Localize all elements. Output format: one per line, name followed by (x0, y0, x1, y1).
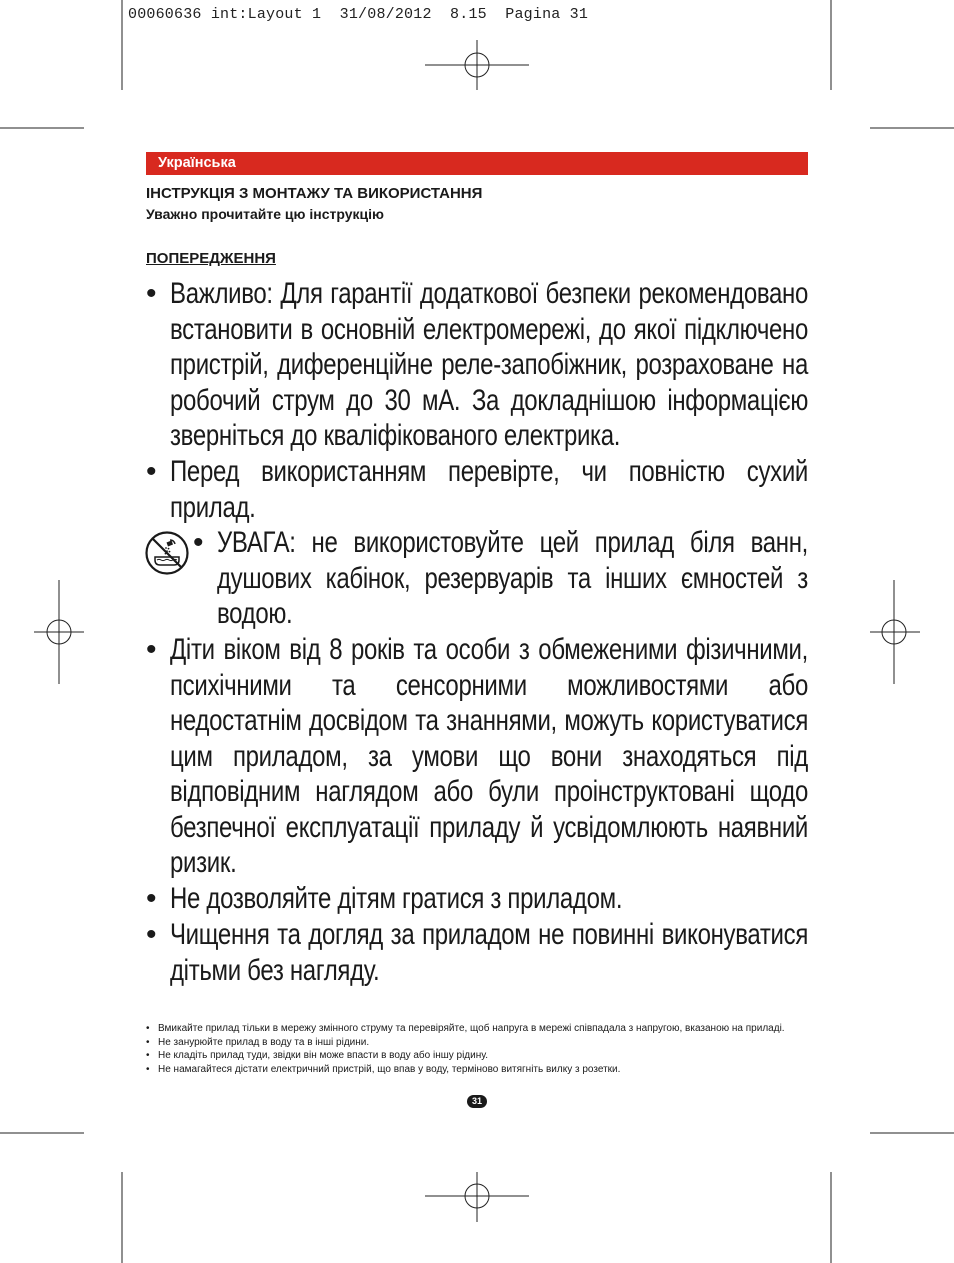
registration-mark-right (870, 580, 920, 684)
language-banner: Українська (146, 152, 808, 175)
bullet: • (193, 526, 204, 559)
warning-item (146, 276, 808, 454)
warning-item (146, 454, 808, 525)
warnings-heading: ПОПЕРЕДЖЕННЯ (146, 250, 276, 267)
warning-text: Не дозволяйте дітям гратися з приладом. (170, 882, 623, 915)
small-note-text: Не занурюйте прилад в воду та в інші рідини. (158, 1036, 370, 1048)
bullet: • (146, 1063, 150, 1075)
warning-item-with-icon (146, 525, 808, 632)
small-note-text: Не намагайтеся дістати електричний пристрій, що впав у воду, терміново витягніть вилку з розетки. (158, 1063, 621, 1075)
warning-text: Перед використанням перевірте, чи повністю сухий прилад. (170, 455, 808, 524)
print-slug: 00060636 int:Layout 1 31/08/2012 8.15 Pagina 31 (128, 6, 589, 23)
bullet: • (146, 633, 157, 666)
bullet: • (146, 918, 157, 951)
small-note-text: Вмикайте прилад тільки в мережу змінного струму та перевіряйте, щоб напруга в мережі співпадала з напругою, вказаною на приладі. (158, 1023, 785, 1034)
small-notes-list (146, 1022, 786, 1076)
bullet: • (146, 455, 157, 488)
bullet: • (146, 1023, 150, 1034)
warnings-list (146, 276, 808, 988)
warning-item (146, 881, 808, 917)
small-note (146, 1036, 786, 1050)
warning-item (146, 917, 808, 988)
bullet: • (146, 882, 157, 915)
registration-mark-top (425, 40, 529, 90)
small-note (146, 1022, 786, 1036)
small-note (146, 1049, 786, 1063)
registration-mark-left (34, 580, 84, 684)
page-number-badge: 31 (467, 1095, 487, 1108)
warning-text: Чищення та догляд за приладом не повинні виконуватися дітьми без нагляду. (170, 918, 808, 987)
bullet: • (146, 1036, 150, 1048)
bullet: • (146, 277, 157, 310)
warning-text: Діти віком від 8 років та особи з обмеженими фізичними, психічними та сенсорними можливостями або недостатнім досвідом та знаннями, можуть користуватися цим приладом, за умови що вони знаходяться під відповідним наглядом або були проінструктовані щодо безпечної експлуатації приладу й усвідомлюють наявний ризик. (170, 633, 808, 879)
document-title: ІНСТРУКЦІЯ З МОНТАЖУ ТА ВИКОРИСТАННЯ (146, 185, 483, 202)
no-water-bath-icon (144, 530, 190, 581)
document-subtitle: Уважно прочитайте цю інструкцію (146, 206, 384, 222)
warning-text: УВАГА: не використовуйте цей прилад біля ванн, душових кабінок, резервуарів та інших ємностей з водою. (217, 526, 808, 630)
bullet: • (146, 1050, 150, 1061)
small-note (146, 1063, 786, 1077)
warning-text: Важливо: Для гарантії додаткової безпеки рекомендовано встановити в основній електромережі, до якої підключено пристрій, диференційне реле-запобіжник, розраховане на робочий струм до 30 мА. За докладнішою інформацією зверніться до кваліфікованого електрика. (170, 277, 808, 452)
registration-mark-bottom (425, 1172, 529, 1222)
warning-item (146, 632, 808, 881)
small-note-text: Не кладіть прилад туди, звідки він може впасти в воду або іншу рідину. (158, 1050, 489, 1061)
